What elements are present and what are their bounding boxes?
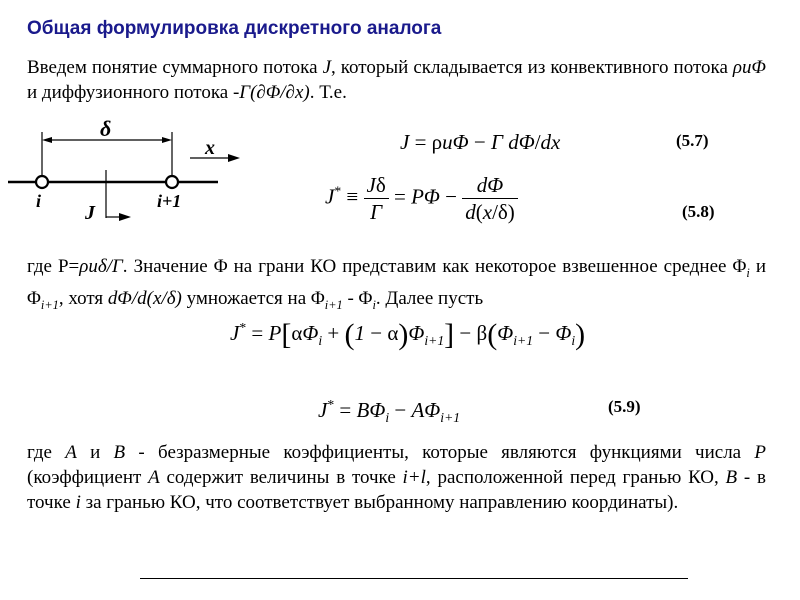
- equation-label-5-8: (5.8): [682, 202, 715, 221]
- delta-label: δ: [100, 118, 112, 141]
- equation-5-7: J = ρuΦ − Γ dΦ/dx: [400, 130, 561, 154]
- node-i-label: i: [36, 191, 42, 211]
- page-title: Общая формулировка дискретного аналога: [27, 18, 442, 39]
- grid-diagram: [0, 118, 260, 228]
- equation-label-5-7: (5.7): [676, 131, 709, 150]
- equation-5-8: J* ≡ $\frac{J\delta}{\Gamma}$ = PΦ − $\frac{d\Phi}{d(x/\delta)}$: [325, 172, 518, 225]
- node-i1: [166, 176, 178, 188]
- bottom-divider: [140, 578, 688, 579]
- node-i: [36, 176, 48, 188]
- flux-J-label: J: [85, 202, 95, 224]
- paragraph-coefficients: где A и B - безразмерные коэффициенты, которые являются функциями числа P (коэффициент A содержит величины в точке i+l, расположенной перед гранью КО, B - в точке i за гранью КО, что соответствует выбранному направлению координаты).: [27, 442, 766, 513]
- x-axis-label: x: [205, 137, 215, 159]
- equation-5-9: $J^* = B\Phi_i - A\Phi_{i+1}$: [318, 397, 461, 426]
- paragraph-intro: Введем понятие суммарного потока J, который складывается из конвективного потока ρuΦ и диффузионного потока -Γ(∂Φ/∂x). Т.е.: [27, 57, 766, 103]
- node-i1-label: i+1: [157, 191, 182, 211]
- equation-weighted-average: $J^* = P[\alpha\Phi_i + (1 - \alpha)\Phi_{i+1}] - \beta(\Phi_{i+1} - \Phi_i)$: [230, 318, 586, 351]
- paragraph-peclet: где P=ρuδ/Γ. Значение Φ на грани КО представим как некоторое взвешенное среднее $\Phi_i$ и $\Phi_{i+1}$, хотя dΦ/d(x/δ) умножается на $\Phi_{i+1} - \Phi_i$. Далее пусть: [27, 256, 766, 312]
- equation-label-5-9: (5.9): [608, 397, 641, 416]
